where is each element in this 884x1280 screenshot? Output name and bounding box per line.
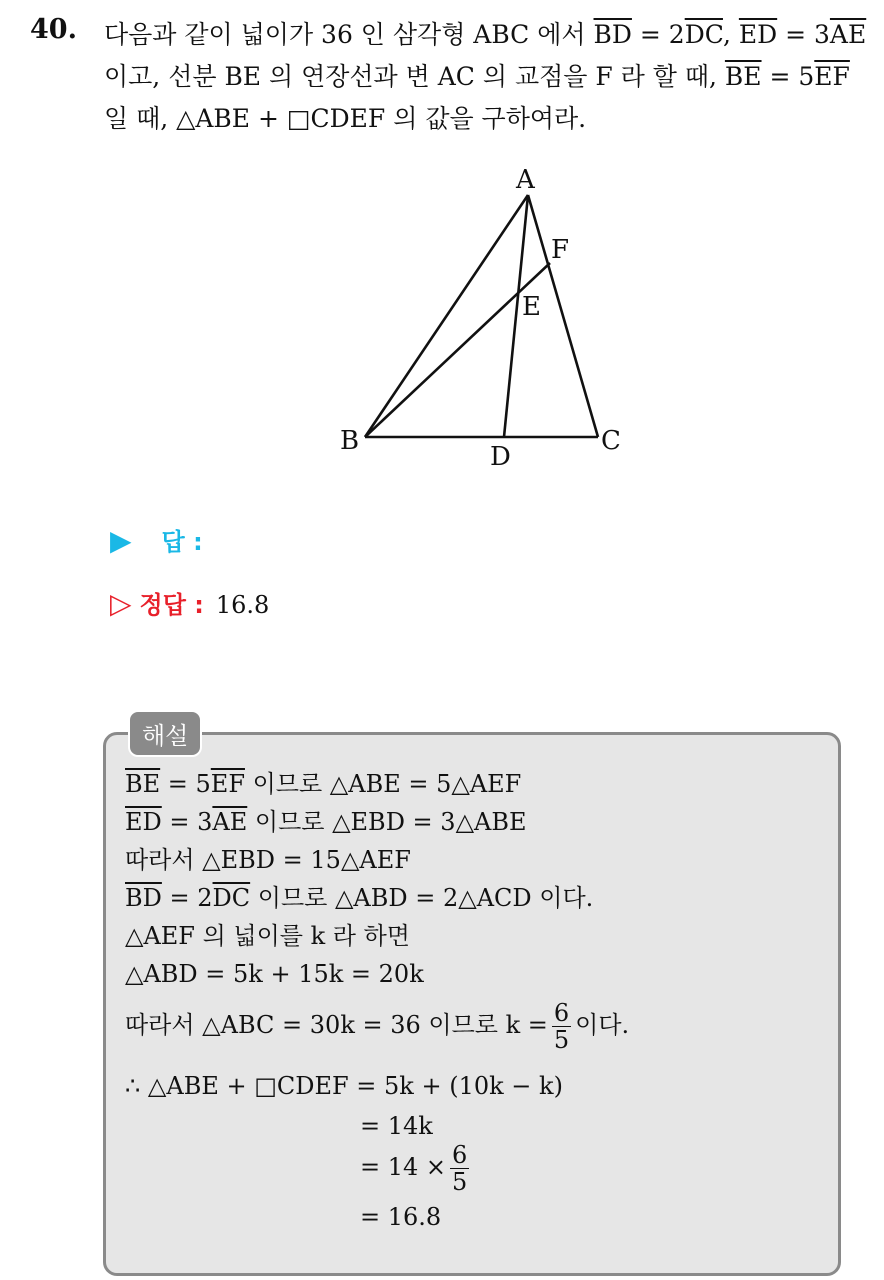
fraction-denominator-2: 5 (452, 1168, 468, 1196)
correct-marker-icon: ▷ (110, 587, 132, 620)
s-ef: $\overline{EF}$ (210, 770, 245, 798)
s-l7 (125, 1000, 629, 1053)
segment-be: $\overline{BE}$ (724, 62, 762, 91)
s-l6: △ABD = 5k + 15k = 20k (125, 960, 424, 988)
q-line3: 일 때, △ABE + □CDEF 의 값을 구하여라. (104, 104, 587, 133)
label-b: B (340, 426, 360, 456)
s-l11: = 16.8 (360, 1203, 442, 1231)
s-l2-b: = 3 (161, 808, 213, 836)
label-f: F (551, 235, 570, 265)
s-l8: ∴ △ABE + □CDEF = 5k + (10k − k) (125, 1072, 563, 1100)
answer-marker-icon: ▶ (110, 524, 132, 557)
segment-ef: $\overline{EF}$ (814, 62, 850, 91)
s-l5: △AEF 의 넓이를 k 라 하면 (125, 922, 410, 950)
s-l3: 따라서 △EBD = 15△AEF (125, 846, 411, 874)
fraction-denominator: 5 (553, 1026, 570, 1054)
s-ae: $\overline{AE}$ (212, 808, 248, 836)
s-l7-a: 따라서 △ABC = 30k = 36 이므로 k = (125, 1011, 548, 1039)
segment-bd: $\overline{BD}$ (593, 20, 632, 49)
s-l10 (360, 1142, 473, 1195)
answer-row (110, 522, 203, 557)
question-number: 40. (30, 14, 77, 45)
correct-answer-row (110, 585, 269, 620)
s-l10-a: = 14 × (360, 1153, 447, 1181)
s-be: $\overline{BE}$ (125, 770, 161, 798)
q-line1-a: 다음과 같이 넓이가 36 인 삼각형 ABC 에서 (104, 20, 594, 49)
fraction-numerator: 6 (553, 999, 570, 1027)
segment-dc: $\overline{DC}$ (684, 20, 723, 49)
label-e: E (522, 292, 541, 322)
s-l1-d: 이므로 △ABE = 5△AEF (244, 770, 522, 798)
segment-ed: $\overline{ED}$ (738, 20, 778, 49)
q-line1-c: = 2 (631, 20, 685, 49)
s-l1-b: = 5 (160, 770, 211, 798)
side-ab (365, 195, 528, 437)
q-line2-a: 이고, 선분 BE 의 연장선과 변 AC 의 교점을 F 라 할 때, (104, 62, 725, 91)
triangle-figure (330, 160, 630, 470)
q-line2-c: = 5 (761, 62, 815, 91)
label-d: D (490, 442, 511, 470)
s-l4-d: 이므로 △ABD = 2△ACD 이다. (250, 884, 594, 912)
label-a: A (516, 165, 535, 195)
q-line1-e: , (722, 20, 739, 49)
s-l4-b: = 2 (161, 884, 213, 912)
segment-ae: $\overline{AE}$ (829, 20, 867, 49)
fraction-six-fifths (552, 1000, 571, 1053)
solution-lines (125, 765, 593, 993)
correct-value: 16.8 (215, 591, 270, 619)
s-l2-d: 이므로 △EBD = 3△ABE (247, 808, 527, 836)
fraction-numerator-2: 6 (452, 1141, 468, 1169)
s-l9: = 14k (360, 1112, 433, 1140)
question-text (104, 14, 867, 140)
s-dc: $\overline{DC}$ (212, 884, 251, 912)
s-l7-b: 이다. (575, 1011, 630, 1039)
q-line1-g: = 3 (777, 20, 830, 49)
solution-tag: 해설 (128, 710, 202, 757)
fraction-six-fifths-2 (450, 1142, 469, 1195)
correct-label: 정답 : (139, 591, 204, 619)
s-ed: $\overline{ED}$ (125, 808, 162, 836)
answer-label: 답 : (161, 528, 203, 556)
label-c: C (601, 426, 621, 456)
segment-bf (365, 263, 550, 437)
s-bd: $\overline{BD}$ (125, 884, 162, 912)
